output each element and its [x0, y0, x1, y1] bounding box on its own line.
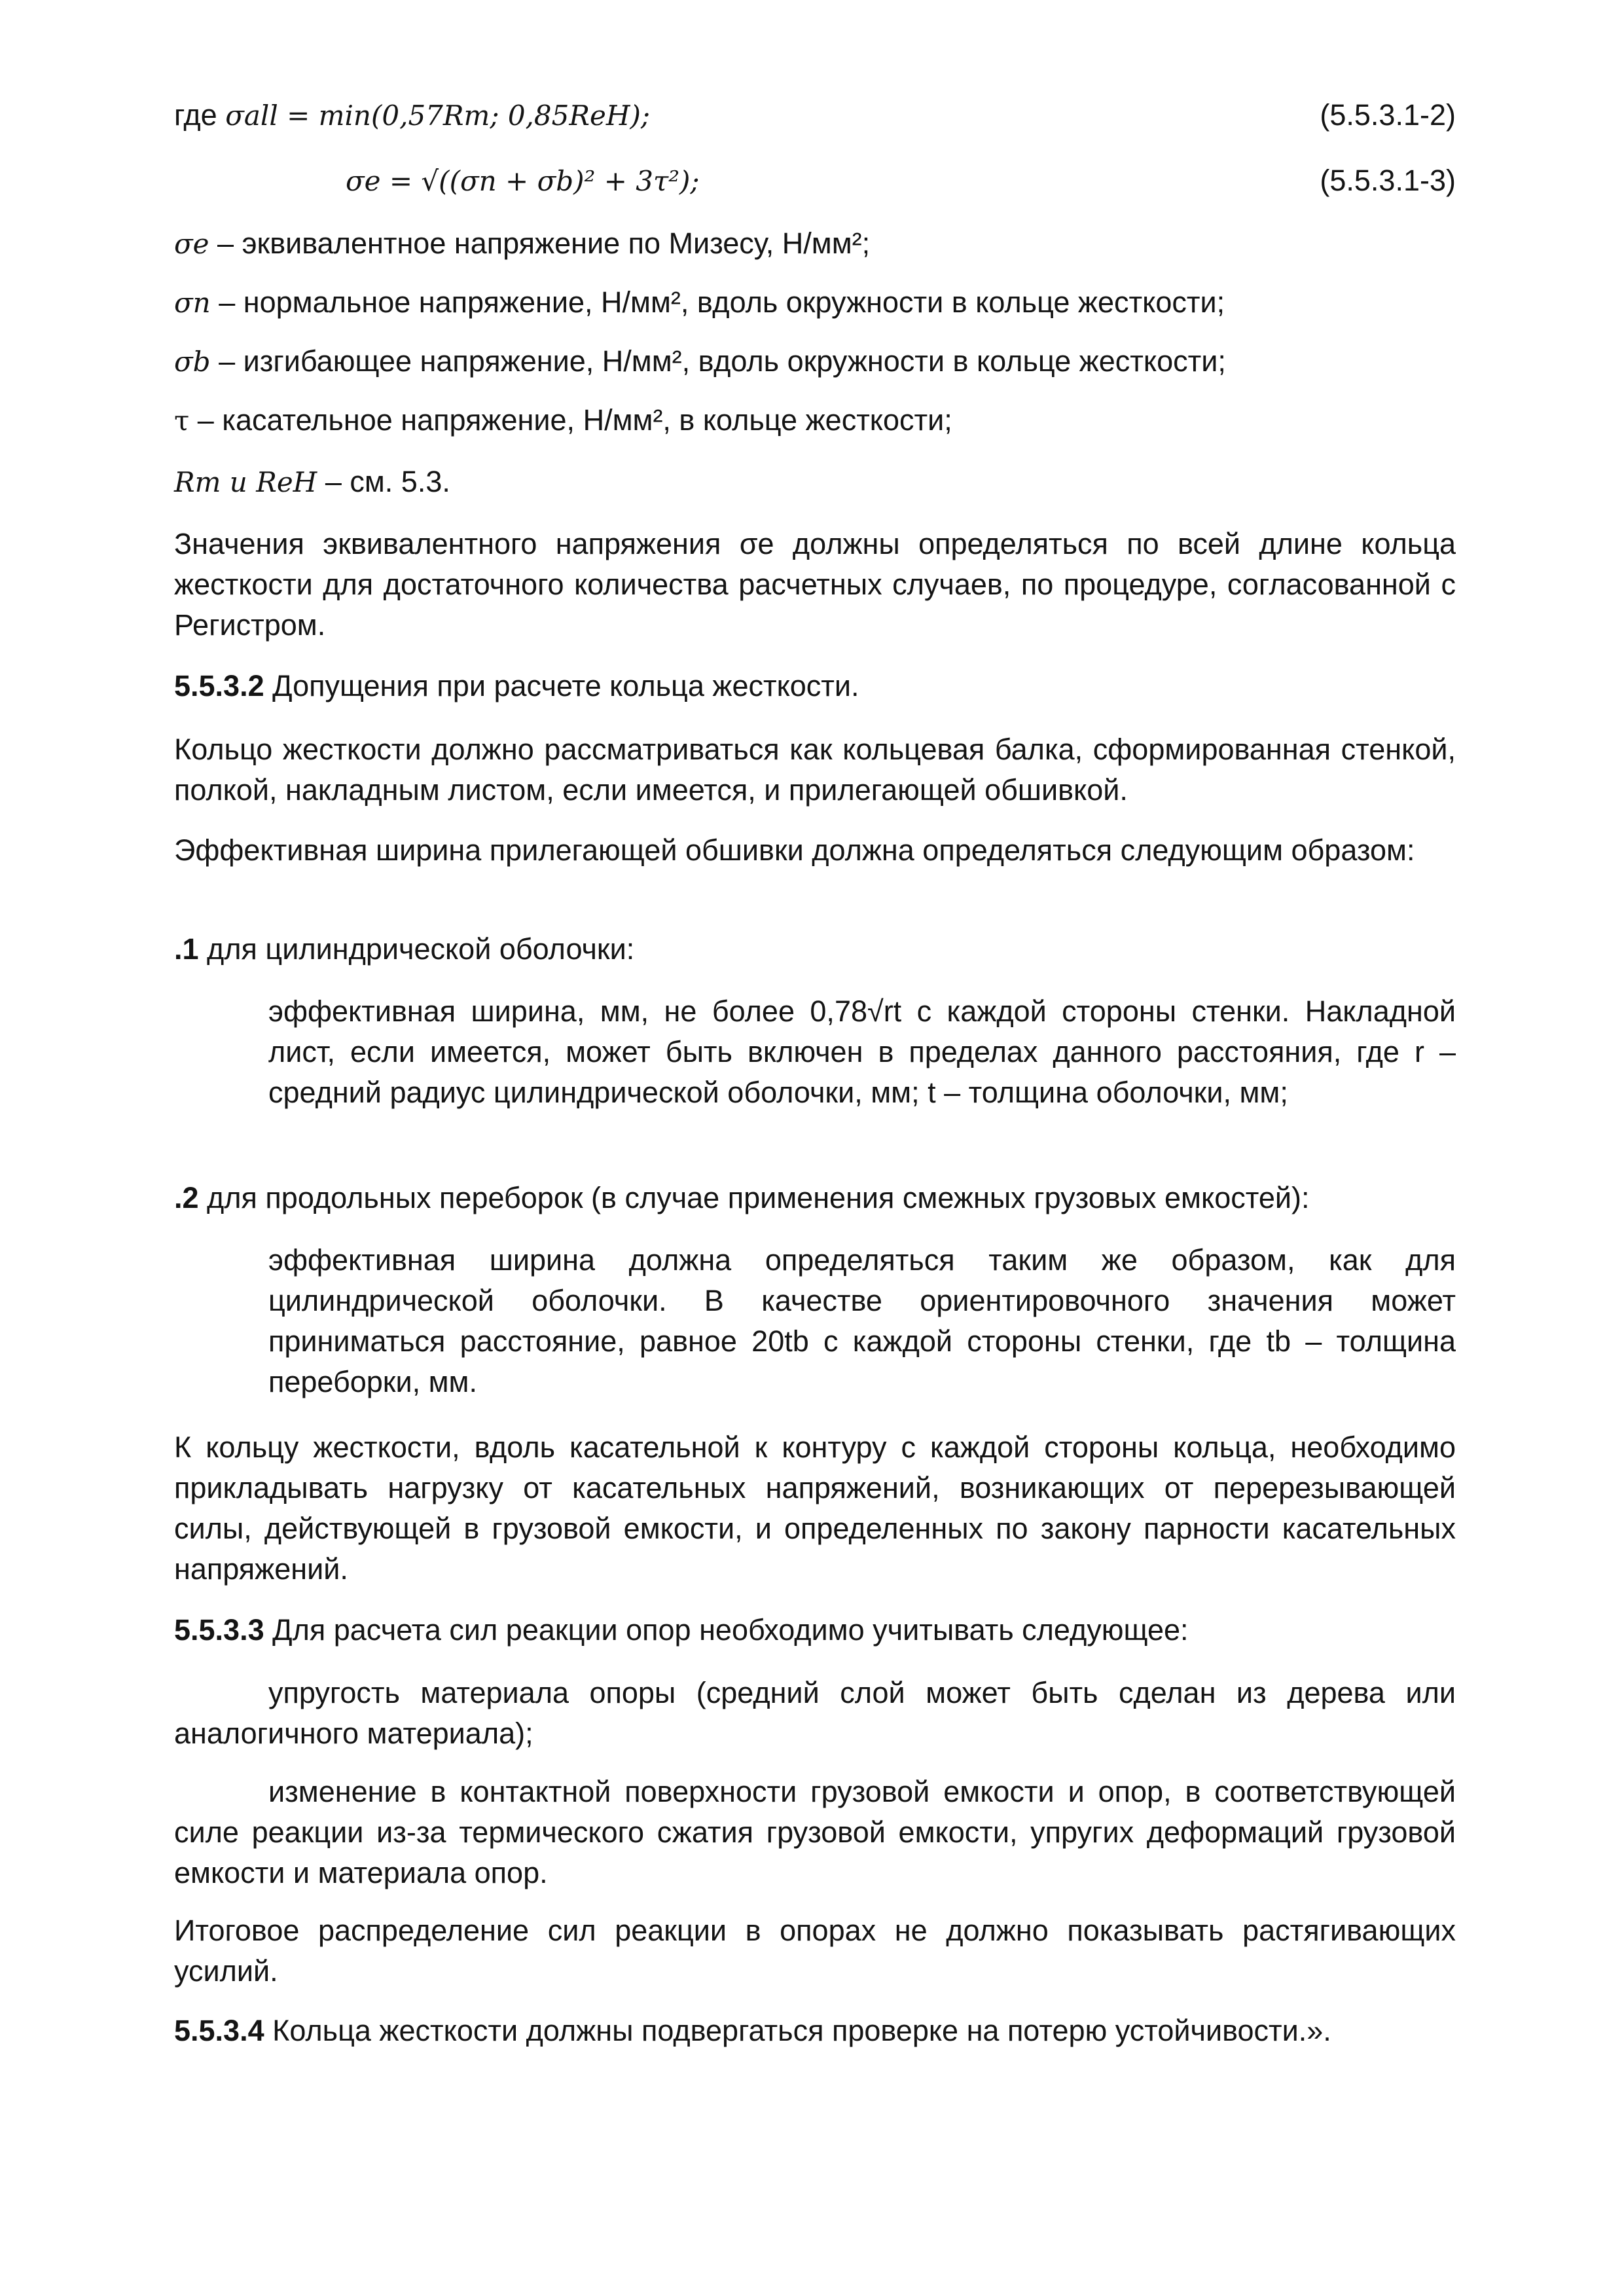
definition-sigma-n — [174, 283, 1225, 323]
section-title: Кольца жесткости должны подвергаться проверке на потерю устойчивости.». — [272, 2014, 1331, 2047]
definition-text: – изгибающее напряжение, Н/мм², вдоль окружности в кольце жесткости; — [219, 344, 1226, 378]
section-number: 5.5.3.2 — [174, 669, 264, 702]
section-title: Для расчета сил реакции опор необходимо учитывать следующее: — [272, 1613, 1189, 1647]
section-5533-heading — [174, 1611, 1189, 1650]
item-number: .1 — [174, 932, 199, 966]
section-number: 5.5.3.4 — [174, 2014, 264, 2047]
section-title: Допущения при расчете кольца жесткости. — [272, 669, 859, 702]
eq1-prefix: где — [174, 98, 217, 132]
paragraph-reaction-distribution: Итоговое распределение сил реакции в опорах не должно показывать растягивающих усилий. — [174, 1914, 1456, 1988]
definition-sigma-e — [174, 224, 870, 264]
paragraph-ring-beam: Кольцо жесткости должно рассматриваться как кольцевая балка, сформированная стенкой, полкой, накладным листом, если имеется, и прилегающей обшивкой. — [174, 733, 1456, 807]
definition-text: – нормальное напряжение, Н/мм², вдоль окружности в кольце жесткости; — [219, 285, 1225, 319]
item-title: для продольных переборок (в случае применения смежных грузовых емкостей): — [207, 1181, 1310, 1214]
eq1-number: (5.5.3.1-2) — [1320, 98, 1456, 132]
definition-text: – см. 5.3. — [325, 465, 450, 498]
equation-allowable-stress — [174, 96, 650, 136]
definition-text: – касательное напряжение, Н/мм², в кольце жесткости; — [197, 403, 952, 437]
definition-rm-reh — [174, 462, 450, 502]
paragraph-support-elasticity: упругость материала опоры (средний слой может быть сделан из дерева или аналогичного материала); — [174, 1676, 1456, 1750]
paragraph-contact-surface: изменение в контактной поверхности грузовой емкости и опор, в соответствующей силе реакции из-за термического сжатия грузовой емкости, упругих деформаций грузовой емкости и материала опор. — [174, 1775, 1456, 1889]
definition-sigma-b — [174, 342, 1226, 382]
section-5534-heading — [174, 2011, 1331, 2050]
definition-symbol: Rm и ReH — [174, 466, 317, 498]
item-2-heading — [174, 1178, 1309, 1218]
paragraph-equivalent-stress: Значения эквивалентного напряжения σe должны определяться по всей длине кольца жесткости для достаточного количества расчетных случаев, по процедуре, согласованной с Регистром. — [174, 527, 1456, 642]
definition-text: – эквивалентное напряжение по Мизесу, Н/мм²; — [217, 227, 871, 260]
section-5532-heading — [174, 666, 859, 706]
paragraph-effective-width: Эффективная ширина прилегающей обшивки должна определяться следующим образом: — [174, 833, 1415, 867]
paragraph-shear-load: К кольцу жесткости, вдоль касательной к контуру с каждой стороны кольца, необходимо прикладывать нагрузку от касательных напряжений, возникающих от перерезывающей силы, действующей в грузовой емкости, и определенных по закону парности касательных напряжений. — [174, 1430, 1456, 1586]
eq2-formula: σe = √((σn + σb)² + 3τ²); — [346, 165, 700, 197]
definition-symbol: σe — [174, 228, 209, 260]
definition-symbol: τ — [174, 405, 190, 437]
equation-von-mises — [346, 161, 700, 201]
definition-symbol: σb — [174, 346, 211, 378]
eq1-formula: σall = min(0,57Rm; 0,85ReH); — [225, 100, 650, 132]
item-2-body: эффективная ширина должна определяться таким же образом, как для цилиндрической оболочки. В качестве ориентировочного значения может приниматься расстояние, равное 20tb с каждой стороны стенки, где tb – толщина переборки, мм. — [268, 1243, 1456, 1398]
item-1-body: эффективная ширина, мм, не более 0,78√rt с каждой стороны стенки. Накладной лист, если имеется, может быть включен в пределах данного расстояния, где r – средний радиус цилиндрической оболочки, мм; t – толщина оболочки, мм; — [268, 994, 1456, 1109]
section-number: 5.5.3.3 — [174, 1613, 264, 1647]
item-title: для цилиндрической оболочки: — [207, 932, 635, 966]
definition-symbol: σn — [174, 287, 211, 319]
item-1-heading — [174, 930, 634, 969]
definition-tau — [174, 401, 952, 441]
item-number: .2 — [174, 1181, 199, 1214]
eq2-number: (5.5.3.1-3) — [1320, 164, 1456, 197]
